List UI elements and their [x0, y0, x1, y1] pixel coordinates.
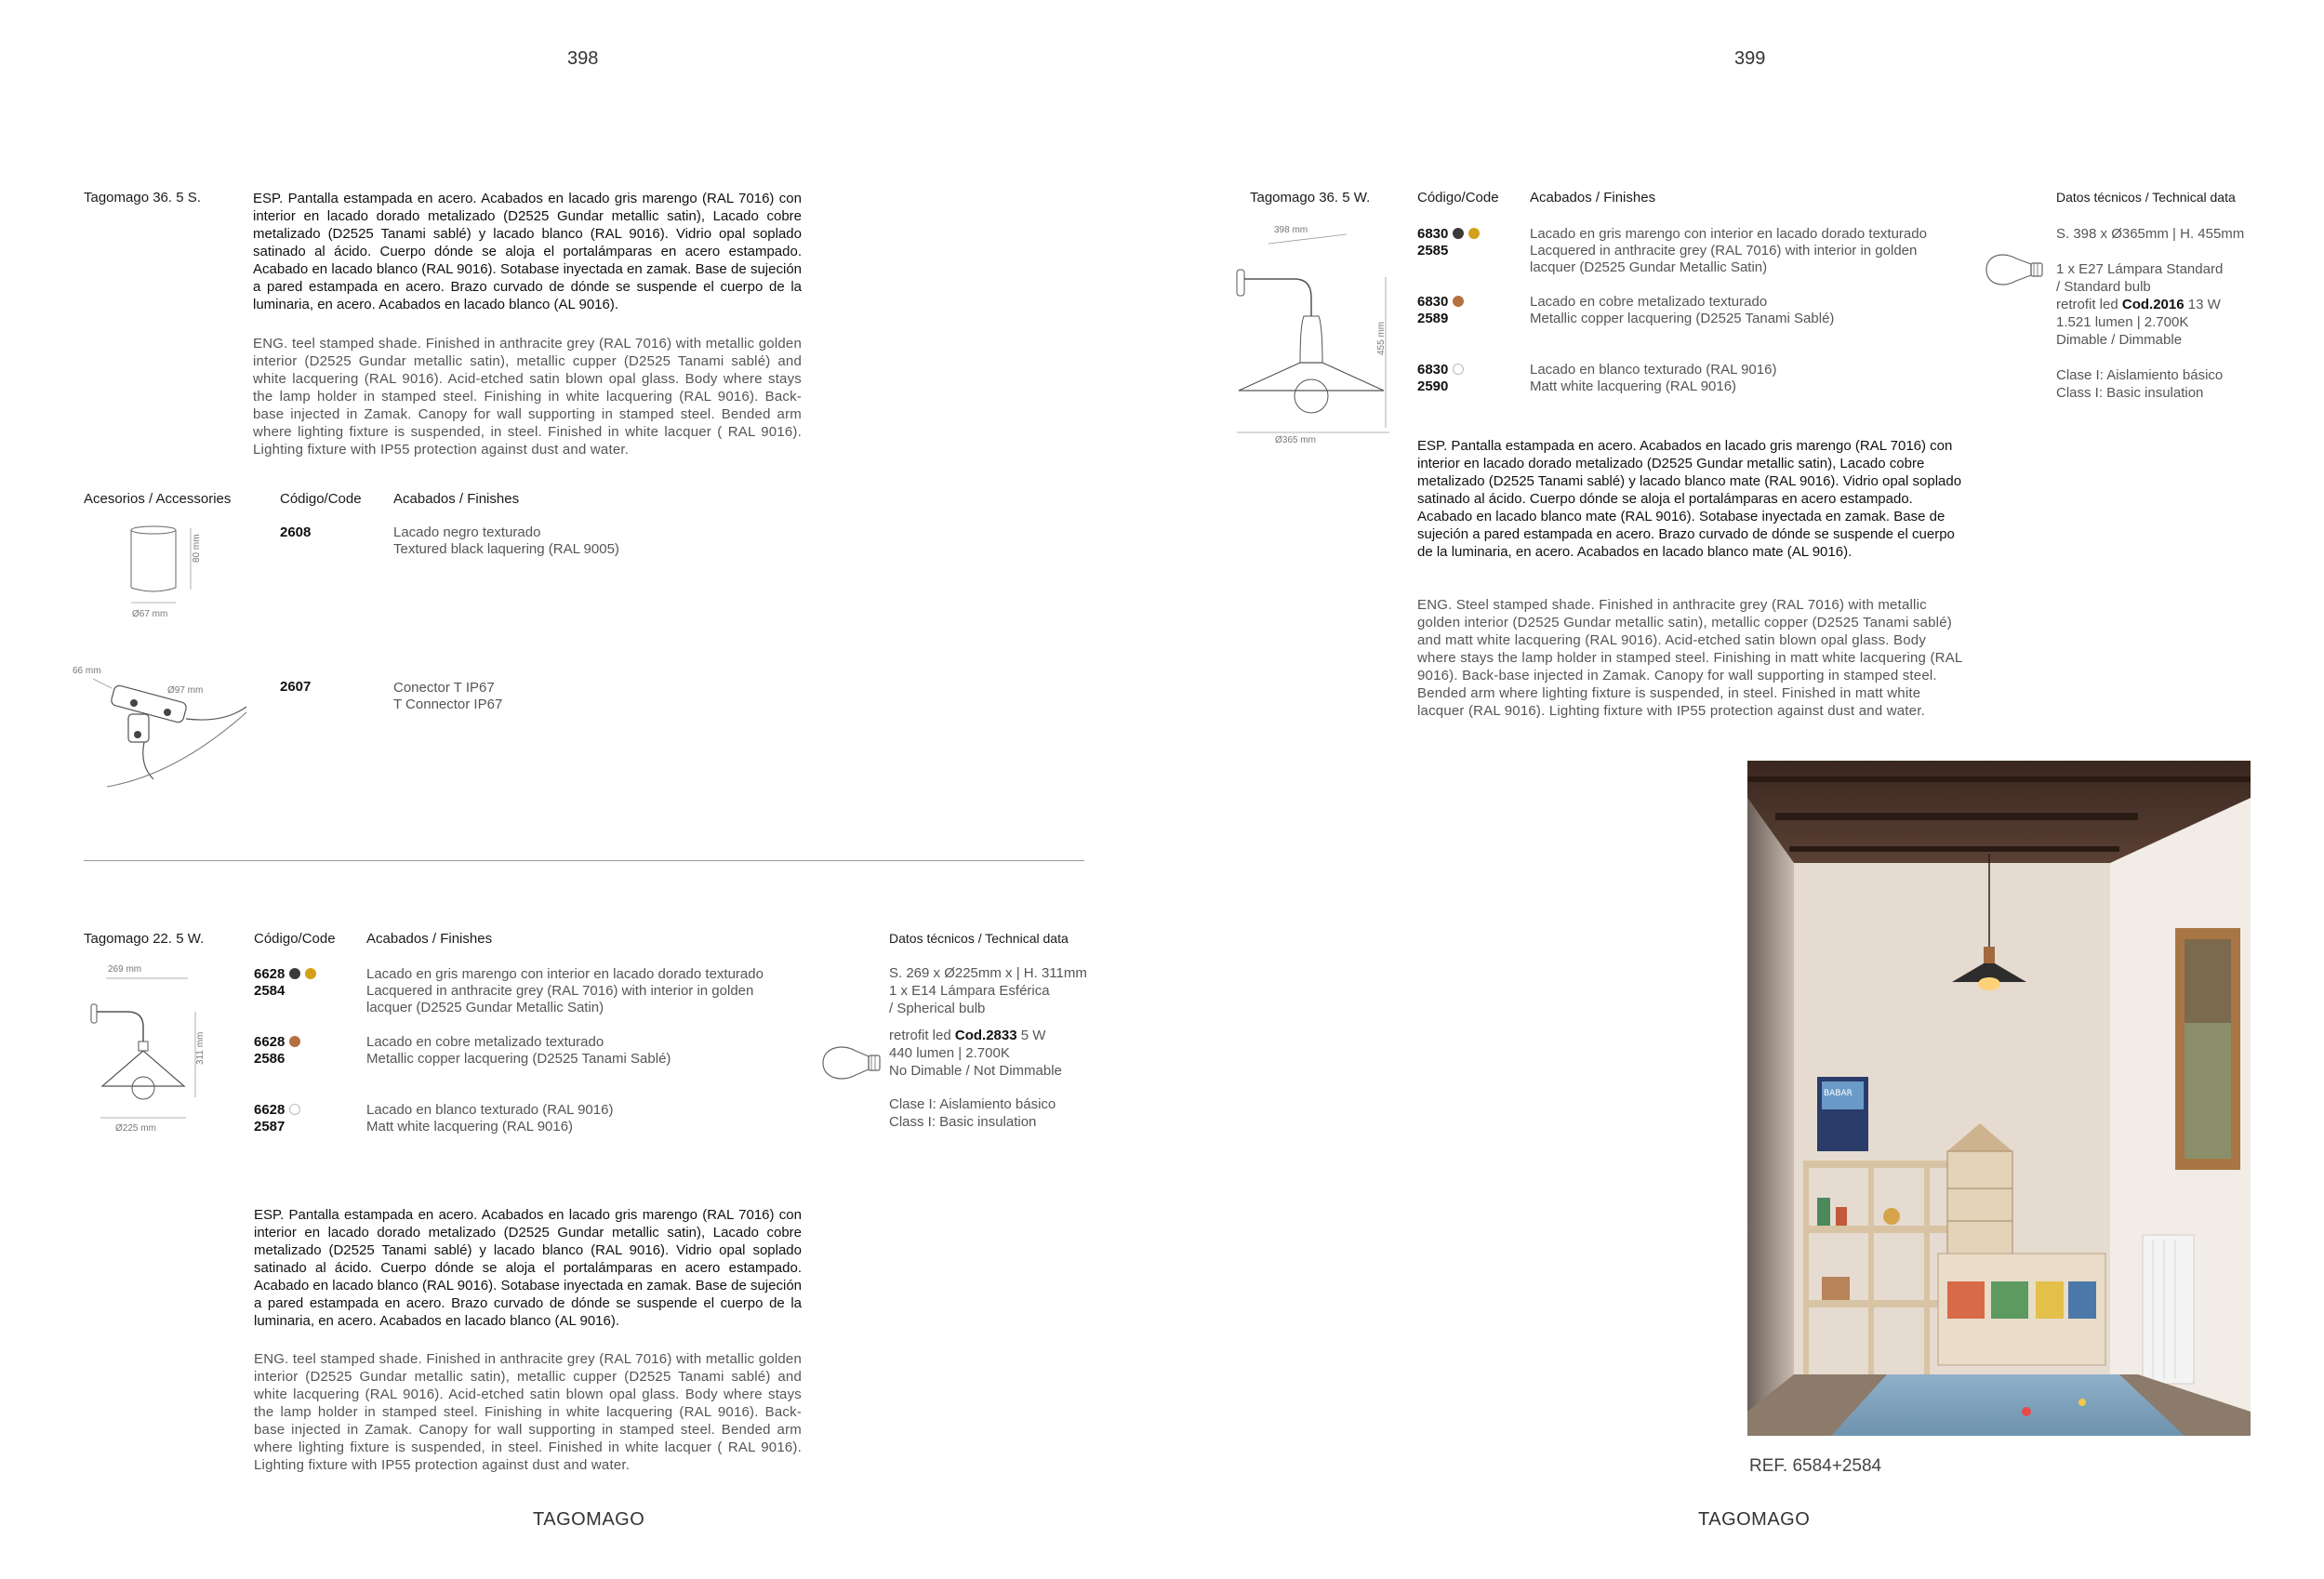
finish-en: Metallic copper lacquering (D2525 Tanami Sablé)	[366, 1051, 671, 1067]
finish-es: Lacado en cobre metalizado texturado	[1530, 294, 1768, 310]
footer-brand-right: TAGOMAGO	[1698, 1509, 1811, 1530]
dimension-bottom: Ø225 mm	[115, 1123, 156, 1134]
finish-en: lacquer (D2525 Gundar Metallic Satin)	[1530, 259, 1768, 275]
technical-data	[889, 964, 1112, 1131]
finish-en: Lacquered in anthracite grey (RAL 7016) with interior in golden	[1530, 243, 1918, 259]
finish-header: Acabados / Finishes	[366, 931, 493, 947]
product-title-36-5w: Tagomago 36. 5 W.	[1250, 190, 1371, 206]
product-title-22-5w: Tagomago 22. 5 W.	[84, 931, 205, 947]
tech-class-es: Clase I: Aislamiento básico	[889, 1096, 1056, 1112]
product-title-36-5s: Tagomago 36. 5 S.	[84, 190, 201, 206]
accessory-finish-es: Conector T IP67	[393, 680, 495, 696]
tech-class-en: Class I: Basic insulation	[2056, 385, 2204, 401]
retrofit-label: retrofit led	[889, 1028, 955, 1043]
tech-lumen: 1.521 lumen | 2.700K	[2056, 314, 2189, 330]
page-number-left: 398	[567, 48, 599, 69]
dimension-top: 269 mm	[108, 964, 142, 975]
accessory-finish-en: T Connector IP67	[393, 697, 503, 712]
tech-dimensions: S. 398 x Ø365mm | H. 455mm	[2056, 226, 2245, 242]
variant-code: 2586	[254, 1051, 286, 1067]
finish-en: lacquer (D2525 Gundar Metallic Satin)	[366, 1000, 604, 1015]
tech-header: Datos técnicos / Technical data	[889, 931, 1069, 946]
tech-lamp-en: / Spherical bulb	[889, 1001, 986, 1016]
tech-dimmable: No Dimable / Not Dimmable	[889, 1063, 1062, 1079]
accessory-code: 2608	[280, 524, 312, 540]
accessories-code-header: Código/Code	[280, 491, 362, 507]
variant-code: 2590	[1417, 378, 1449, 394]
interior-photo	[1747, 761, 2251, 1436]
english-description: ENG. Steel stamped shade. Finished in anthracite grey (RAL 7016) with metallic golden interior (D2525 Gundar metallic satin), metallic copper (D2525 Tanami sablé) and matt white lacquering (RAL 9016). Acid-etched satin blown opal glass. Body where stays the lamp holder in stamped steel. Finishing in matt white lacquering (RAL 9016). Back-base injected in Zamak. Canopy for wall supporting in stamped steel. Bended arm where lighting fixture is suspended, in steel. Finished in matt white lacquer (RAL 9016). Lighting fixture with IP55 protection against dust and water.	[1417, 597, 1962, 719]
variant-code: 2589	[1417, 311, 1449, 326]
retrofit-watts: 13 W	[2184, 297, 2221, 312]
spanish-description: ESP. Pantalla estampada en acero. Acabados en lacado gris marengo (RAL 7016) con interior en lacado dorado metalizado (D2525 Gundar metallic satin), Lacado cobre metalizado (D2525 Tanami sablé) y lacado blanco (RAL 9016). Vidrio opal soplado satinado al ácido. Cuerpo dónde se aloja el portalámparas en acero estampado. Acabado en lacado blanco (RAL 9016). Sotabase inyectada en zamak. Base de sujeción a pared estampada en acero. Brazo curvado de dónde se suspende el cuerpo de la luminaria, en acero. Acabados en lacado blanco (AL 9016).	[253, 191, 802, 312]
spherical-bulb-icon	[818, 1042, 885, 1084]
dimension-side: 311 mm	[195, 1031, 206, 1065]
tech-lamp: 1 x E14 Lámpara Esférica	[889, 983, 1050, 999]
accessory-finish-es: Lacado negro texturado	[393, 524, 541, 540]
copper-swatch	[1453, 296, 1464, 307]
tech-lumen: 440 lumen | 2.700K	[889, 1045, 1010, 1061]
accessory-finish-en: Textured black laquering (RAL 9005)	[393, 541, 619, 557]
spanish-description: ESP. Pantalla estampada en acero. Acabados en lacado gris marengo (RAL 7016) con interior en lacado dorado metalizado (D2525 Gundar metallic satin), Lacado cobre metalizado (D2525 Tanami sablé) y lacado blanco mate (RAL 9016). Vidrio opal soplado satinado al ácido. Cuerpo dónde se aloja el portalámparas en acero estampado. Acabado en lacado blanco mate (RAL 9016). Sotabase inyectada en zamak. Base de sujeción a pared estampada en acero. Brazo curvado de dónde se suspende el cuerpo de la luminaria, en acero. Acabados en lacado blanco mate (AL 9016).	[1417, 438, 1962, 560]
finish-es: Lacado en blanco texturado (RAL 9016)	[1530, 362, 1777, 378]
code-header: Código/Code	[1417, 190, 1499, 206]
gold-swatch	[305, 968, 316, 979]
product-code: 6628	[254, 966, 286, 982]
product-code: 6628	[254, 1102, 286, 1118]
finish-en: Metallic copper lacquering (D2525 Tanami Sablé)	[1530, 311, 1835, 326]
white-swatch	[1453, 364, 1464, 375]
finish-es: Lacado en gris marengo con interior en lacado dorado texturado	[366, 966, 764, 982]
dimension-diameter: Ø67 mm	[132, 609, 168, 619]
retrofit-watts: 5 W	[1016, 1028, 1046, 1043]
variant-code: 2585	[1417, 243, 1449, 259]
variant-code: 2584	[254, 983, 286, 999]
footer-brand-left: TAGOMAGO	[533, 1509, 645, 1530]
finish-header: Acabados / Finishes	[1530, 190, 1656, 206]
tech-lamp: 1 x E27 Lámpara Standard	[2056, 261, 2224, 277]
dimension-top: 398 mm	[1274, 225, 1308, 235]
technical-data	[2056, 225, 2279, 402]
retrofit-code: Cod.2016	[2121, 297, 2185, 312]
wall-lamp-drawing	[1229, 223, 1397, 451]
variant-code: 2587	[254, 1119, 286, 1134]
finish-es: Lacado en gris marengo con interior en lacado dorado texturado	[1530, 226, 1927, 242]
photo-caption: REF. 6584+2584	[1749, 1456, 1882, 1476]
dimension-connector-b: Ø97 mm	[167, 685, 204, 696]
copper-swatch	[289, 1036, 300, 1047]
anthracite-swatch	[289, 968, 300, 979]
finish-en: Lacquered in anthracite grey (RAL 7016) with interior in golden	[366, 983, 754, 999]
finish-en: Matt white lacquering (RAL 9016)	[1530, 378, 1737, 394]
finish-es: Lacado en cobre metalizado texturado	[366, 1034, 604, 1050]
tech-dimmable: Dimable / Dimmable	[2056, 332, 2183, 348]
interior-photo-illustration	[1747, 761, 2251, 1436]
accessories-header: Acesorios / Accessories	[84, 491, 232, 507]
anthracite-swatch	[1453, 228, 1464, 239]
poster-text: BABAR	[1824, 1089, 1853, 1098]
finish-es: Lacado en blanco texturado (RAL 9016)	[366, 1102, 614, 1118]
product-code: 6628	[254, 1034, 286, 1050]
english-description: ENG. teel stamped shade. Finished in anthracite grey (RAL 7016) with metallic golden interior (D2525 Gundar metallic satin), metallic cupper (D2525 Tanami sablé) and white lacquering (RAL 9016). Acid-etched satin blown opal glass. Body where stays the lamp holder in stamped steel. Finishing in white lacquering (RAL 9016). Back-base injected in Zamak. Canopy for wall supporting in stamped steel. Bended arm where lighting fixture is suspended, in steel. Finished in white lacquer ( RAL 9016). Lighting fixture with IP55 protection against dust and water.	[253, 336, 802, 458]
tech-dimensions: S. 269 x Ø225mm x | H. 311mm	[889, 965, 1087, 981]
product-code: 6830	[1417, 294, 1449, 310]
section-divider	[84, 860, 1084, 861]
product-code: 6830	[1417, 362, 1449, 378]
canopy-drawing	[112, 521, 223, 623]
dimension-bottom: Ø365 mm	[1275, 435, 1316, 445]
accessories-finish-header: Acabados / Finishes	[393, 491, 520, 507]
dimension-side: 455 mm	[1376, 321, 1387, 355]
retrofit-label: retrofit led	[2056, 297, 2122, 312]
dimension-height: 80 mm	[192, 534, 202, 563]
spanish-description: ESP. Pantalla estampada en acero. Acabados en lacado gris marengo (RAL 7016) con interior en lacado dorado metalizado (D2525 Gundar metallic satin), Lacado cobre metalizado (D2525 Tanami sablé) y lacado blanco (RAL 9016). Vidrio opal soplado satinado al ácido. Cuerpo dónde se aloja el portalámparas en acero estampado. Acabado en lacado blanco (RAL 9016). Sotabase inyectada en zamak. Base de sujeción a pared estampada en acero. Brazo curvado de dónde se suspende el cuerpo de la luminaria, en acero. Acabados en lacado blanco (AL 9016).	[254, 1207, 802, 1329]
tech-class-en: Class I: Basic insulation	[889, 1114, 1037, 1130]
tech-lamp-en: / Standard bulb	[2056, 279, 2151, 295]
tech-header: Datos técnicos / Technical data	[2056, 190, 2236, 205]
accessory-code: 2607	[280, 679, 312, 695]
gold-swatch	[1468, 228, 1480, 239]
page-number-right: 399	[1734, 48, 1766, 69]
product-code: 6830	[1417, 226, 1449, 242]
tech-class-es: Clase I: Aislamiento básico	[2056, 367, 2224, 383]
english-description: ENG. teel stamped shade. Finished in anthracite grey (RAL 7016) with metallic golden interior (D2525 Gundar metallic satin), metallic cupper (D2525 Tanami sablé) and white lacquering (RAL 9016). Acid-etched satin blown opal glass. Body where stays the lamp holder in stamped steel. Finishing in white lacquering (RAL 9016). Back-base injected in Zamak. Canopy for wall supporting in stamped steel. Bended arm where lighting fixture is suspended, in steel. Finished in white lacquer ( RAL 9016). Lighting fixture with IP55 protection against dust and water.	[254, 1351, 802, 1473]
finish-en: Matt white lacquering (RAL 9016)	[366, 1119, 574, 1134]
standard-bulb-icon	[1983, 249, 2050, 290]
tech-retrofit	[2056, 296, 2279, 313]
tech-retrofit	[889, 1027, 1112, 1044]
white-swatch	[289, 1104, 300, 1115]
dimension-connector-a: 66 mm	[73, 666, 101, 676]
retrofit-code: Cod.2833	[954, 1028, 1017, 1043]
code-header: Código/Code	[254, 931, 336, 947]
